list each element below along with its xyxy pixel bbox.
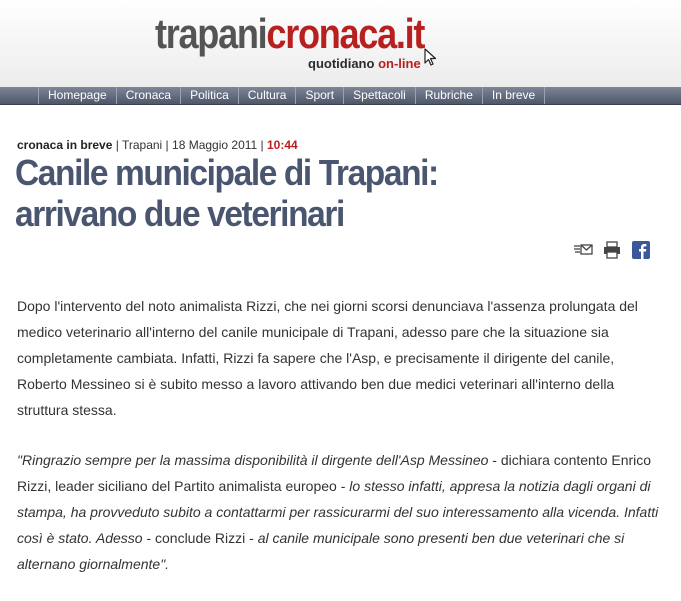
quote-attribution-1: - dichiara contento Enrico Rizzi, leader siciliano del Partito animalista europeo - xyxy=(17,452,652,494)
email-icon[interactable] xyxy=(573,241,593,259)
tagline-suffix: on-line xyxy=(378,56,421,71)
quote-italic-2: lo stesso infatti, appresa la notizia dagli organi di stampa, ha provveduto subito a contattarmi per rassicurarmi del suo interessamento alla vicenda. Infatti così è stato. Adesso xyxy=(17,478,659,546)
quote-italic-1: "Ringrazio sempre per la massima disponibilità il dirgente dell'Asp Messineo xyxy=(17,452,489,468)
quote-italic-3: al canile municipale sono presenti ben due veterinari che si alternano giornalmente". xyxy=(17,530,625,572)
nav-cronaca[interactable]: Cronaca xyxy=(116,87,180,104)
article-category-link[interactable]: cronaca in breve xyxy=(17,138,113,152)
site-logo[interactable] xyxy=(155,10,424,58)
cursor-arrow-icon xyxy=(424,48,438,66)
quote-attribution-2: - conclude Rizzi - xyxy=(142,530,258,546)
main-navigation xyxy=(0,87,681,105)
nav-cultura[interactable]: Cultura xyxy=(238,87,296,104)
article-body xyxy=(17,293,665,601)
facebook-icon[interactable] xyxy=(631,241,651,259)
article-time: 10:44 xyxy=(267,138,298,152)
print-icon[interactable] xyxy=(602,241,622,259)
nav-sport[interactable]: Sport xyxy=(295,87,343,104)
site-tagline xyxy=(308,56,421,71)
article-date: 18 Maggio 2011 xyxy=(172,138,258,152)
article-location: Trapani xyxy=(121,138,163,152)
nav-rubriche[interactable]: Rubriche xyxy=(415,87,482,104)
article-meta: cronaca in breve | Trapani | 18 Maggio 2011 | 10:44 xyxy=(17,138,298,152)
nav-spettacoli[interactable]: Spettacoli xyxy=(343,87,415,104)
nav-homepage[interactable]: Homepage xyxy=(38,87,116,104)
logo-part-trapani: trapani xyxy=(155,10,267,57)
article-quote-paragraph xyxy=(17,447,665,577)
article-title: Canile municipale di Trapani: arrivano due veterinari xyxy=(15,152,438,234)
article-tools xyxy=(573,241,651,259)
nav-in-breve[interactable]: In breve xyxy=(482,87,545,104)
nav-politica[interactable]: Politica xyxy=(180,87,238,104)
logo-part-cronaca: cronaca.it xyxy=(266,10,425,57)
site-header xyxy=(0,0,681,87)
tagline-prefix: quotidiano xyxy=(308,56,375,71)
article-paragraph: Dopo l'intervento del noto animalista Rizzi, che nei giorni scorsi denunciava l'assenza prolungata del medico veterinario all'interno del canile municipale di Trapani, adesso pare che la situazione sia completamente cambiata. Infatti, Rizzi fa sapere che l'Asp, e precisamente il dirigente del canile, Roberto Messineo si è subito messo a lavoro attivando ben due medici veterinari all'interno della struttura stessa. xyxy=(17,298,638,418)
